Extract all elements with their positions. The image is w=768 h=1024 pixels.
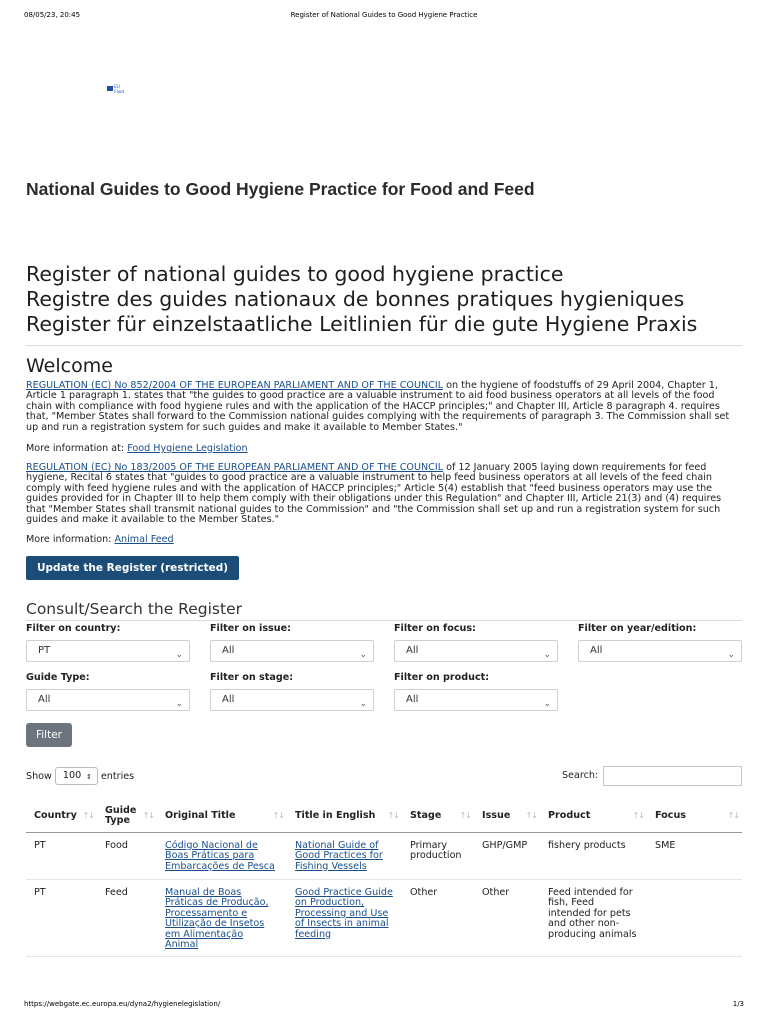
filter-issue-value: All: [222, 645, 235, 656]
sort-icon: ↑↓: [459, 811, 471, 820]
results-table: [26, 800, 742, 957]
filter-issue-label: Filter on issue:: [210, 623, 291, 634]
more-info-label: More information at:: [26, 443, 128, 454]
title-english-link[interactable]: National Guide of Good Practices for Fishing Vessels: [295, 840, 383, 872]
filter-stage-value: All: [222, 694, 235, 705]
cell-focus: SME: [647, 833, 742, 880]
filter-focus-select[interactable]: [394, 640, 558, 662]
more-info-label: More information:: [26, 534, 115, 545]
column-header-issue[interactable]: Issue ↑↓: [474, 800, 540, 833]
filter-country-select[interactable]: [26, 640, 190, 662]
divider: [26, 620, 742, 621]
sort-icon: ↑↓: [387, 811, 399, 820]
cell-product: Feed intended for fish, Feed intended for pets and other non-producing animals: [540, 880, 647, 957]
logo-text: EU Food: [114, 83, 124, 94]
column-header-product[interactable]: Product ↑↓: [540, 800, 647, 833]
cell-country: PT: [26, 880, 97, 957]
register-titles: [26, 262, 742, 337]
regulation-183-paragraph: [26, 463, 742, 525]
filter-guide-type-value: All: [38, 694, 51, 705]
table-row: [26, 880, 742, 957]
filter-country-value: PT: [38, 645, 51, 656]
column-header-stage[interactable]: Stage ↑↓: [402, 800, 474, 833]
chevron-updown-icon: ⇕: [86, 773, 92, 781]
divider: [26, 345, 742, 346]
regulation-852-paragraph: [26, 381, 742, 433]
animal-feed-link[interactable]: Animal Feed: [114, 534, 174, 545]
cell-guide-type: Food: [97, 833, 157, 880]
more-info-food: [26, 443, 248, 454]
chevron-down-icon: ⌄: [727, 650, 735, 660]
column-header-guide-type[interactable]: Guide Type ↑↓: [97, 800, 157, 833]
cell-guide-type: Feed: [97, 880, 157, 957]
sort-icon: ↑↓: [727, 811, 739, 820]
filter-guide-type-select[interactable]: [26, 689, 190, 711]
chevron-down-icon: ⌄: [359, 699, 367, 709]
sort-icon: ↑↓: [142, 811, 154, 820]
chevron-down-icon: ⌄: [359, 650, 367, 660]
search-input[interactable]: [603, 766, 742, 786]
cell-title-english: [287, 833, 402, 880]
update-register-button[interactable]: Update the Register (restricted): [26, 556, 239, 580]
cell-product: fishery products: [540, 833, 647, 880]
sort-icon: ↑↓: [525, 811, 537, 820]
column-header-original-title[interactable]: Original Title ↑↓: [157, 800, 287, 833]
sort-icon: ↑↓: [632, 811, 644, 820]
filter-year-value: All: [590, 645, 603, 656]
table-row: [26, 833, 742, 880]
cell-stage: Other: [402, 880, 474, 957]
filter-product-select[interactable]: [394, 689, 558, 711]
original-title-link[interactable]: Código Nacional de Boas Práticas para Embarcações de Pesca: [165, 840, 275, 872]
food-hygiene-legislation-link[interactable]: Food Hygiene Legislation: [127, 443, 248, 454]
filter-stage-label: Filter on stage:: [210, 672, 294, 683]
cell-original-title: [157, 833, 287, 880]
filter-focus-value: All: [406, 645, 419, 656]
filter-issue-select[interactable]: [210, 640, 374, 662]
eu-logo[interactable]: [107, 83, 129, 94]
cell-issue: GHP/GMP: [474, 833, 540, 880]
consult-heading: Consult/Search the Register: [26, 600, 242, 618]
column-header-title-english[interactable]: Title in English ↑↓: [287, 800, 402, 833]
chevron-down-icon: ⌄: [175, 699, 183, 709]
print-datetime: 08/05/23, 20:45: [24, 11, 81, 19]
cell-stage: Primary production: [402, 833, 474, 880]
register-title-de: Register für einzelstaatliche Leitlinien für die gute Hygiene Praxis: [26, 312, 698, 336]
original-title-link[interactable]: Manual de Boas Práticas de Produção, Processamento e Utilização de Insetos em Alimentação Animal: [165, 887, 269, 951]
chevron-down-icon: ⌄: [543, 699, 551, 709]
chevron-down-icon: ⌄: [543, 650, 551, 660]
more-info-feed: [26, 534, 174, 545]
cell-original-title: [157, 880, 287, 957]
title-english-link[interactable]: Good Practice Guide on Production, Processing and Use of Insects in animal feeding: [295, 887, 393, 940]
filter-stage-select[interactable]: [210, 689, 374, 711]
eu-flag-icon: [107, 86, 113, 91]
entries-length-value: 100: [62, 770, 82, 781]
filter-year-select[interactable]: [578, 640, 742, 662]
cell-focus: [647, 880, 742, 957]
print-header: [24, 11, 744, 23]
filter-focus-label: Filter on focus:: [394, 623, 476, 634]
column-header-focus[interactable]: Focus ↑↓: [647, 800, 742, 833]
show-entries-control: [26, 767, 134, 785]
register-title-en: Register of national guides to good hygiene practice: [26, 262, 564, 286]
print-page-number: 1/3: [732, 1000, 744, 1008]
filter-product-label: Filter on product:: [394, 672, 490, 683]
print-footer: [24, 1000, 744, 1012]
regulation-852-link[interactable]: REGULATION (EC) No 852/2004 OF THE EUROPEAN PARLIAMENT AND OF THE COUNCIL: [26, 380, 444, 391]
filter-guide-type-label: Guide Type:: [26, 672, 90, 683]
filter-year-label: Filter on year/edition:: [578, 623, 697, 634]
filter-country-label: Filter on country:: [26, 623, 121, 634]
entries-label: entries: [100, 770, 135, 782]
print-page-title: Register of National Guides to Good Hygiene Practice: [290, 11, 478, 19]
register-title-fr: Registre des guides nationaux de bonnes pratiques hygieniques: [26, 287, 685, 311]
regulation-183-text: of 12 January 2005 laying down requirements for feed hygiene, Recital 6 states that "guides to good practice are a valuable instrument to help feed business operators at all levels of the feed chain comply with feed hygiene rules and with the application of HACCP principles;" Article 5(4) establish that "feed business operators may use the guides provided for in Chapter III to help them comply with their obligations under this Regulation" and Chapter III, Article 21(3) and (4) requires that "Member States shall transmit national guides to the Commission" and "the Commission shall set up and run a registration system for such guides and make it available to the Member States.": [26, 462, 722, 526]
entries-length-select[interactable]: [55, 767, 98, 785]
chevron-down-icon: ⌄: [175, 650, 183, 660]
cell-title-english: [287, 880, 402, 957]
site-title: National Guides to Good Hygiene Practice for Food and Feed: [26, 179, 535, 199]
show-label: Show: [26, 770, 52, 782]
filter-product-value: All: [406, 694, 419, 705]
regulation-183-link[interactable]: REGULATION (EC) No 183/2005 OF THE EUROPEAN PARLIAMENT AND OF THE COUNCIL: [26, 462, 444, 473]
print-url: https://webgate.ec.europa.eu/dyna2/hygienelegislation/: [24, 1000, 221, 1008]
sort-icon: ↑↓: [82, 811, 94, 820]
cell-issue: Other: [474, 880, 540, 957]
filter-button[interactable]: Filter: [26, 723, 72, 747]
column-header-country[interactable]: Country ↑↓: [26, 800, 97, 833]
search-label: Search:: [562, 770, 599, 781]
sort-icon: ↑↓: [272, 811, 284, 820]
welcome-heading: Welcome: [26, 355, 113, 377]
cell-country: PT: [26, 833, 97, 880]
table-header-row: [26, 800, 742, 833]
regulation-852-text: on the hygiene of foodstuffs of 29 April 2004, Chapter 1, Article 1 paragraph 1. states that "the guides to good practice are a valuable instrument to aid food business operators at all levels of the food chain with compliance with food hygiene rules and with the application of the HACCP principles;" and Chapter III, Article 8 paragraph 4. requires that, "Member States shall forward to the Commission national guides complying with the requirements of paragraph 3. The Commission shall set up and run a registration system for such guides and make it available to Member States.": [26, 380, 730, 433]
